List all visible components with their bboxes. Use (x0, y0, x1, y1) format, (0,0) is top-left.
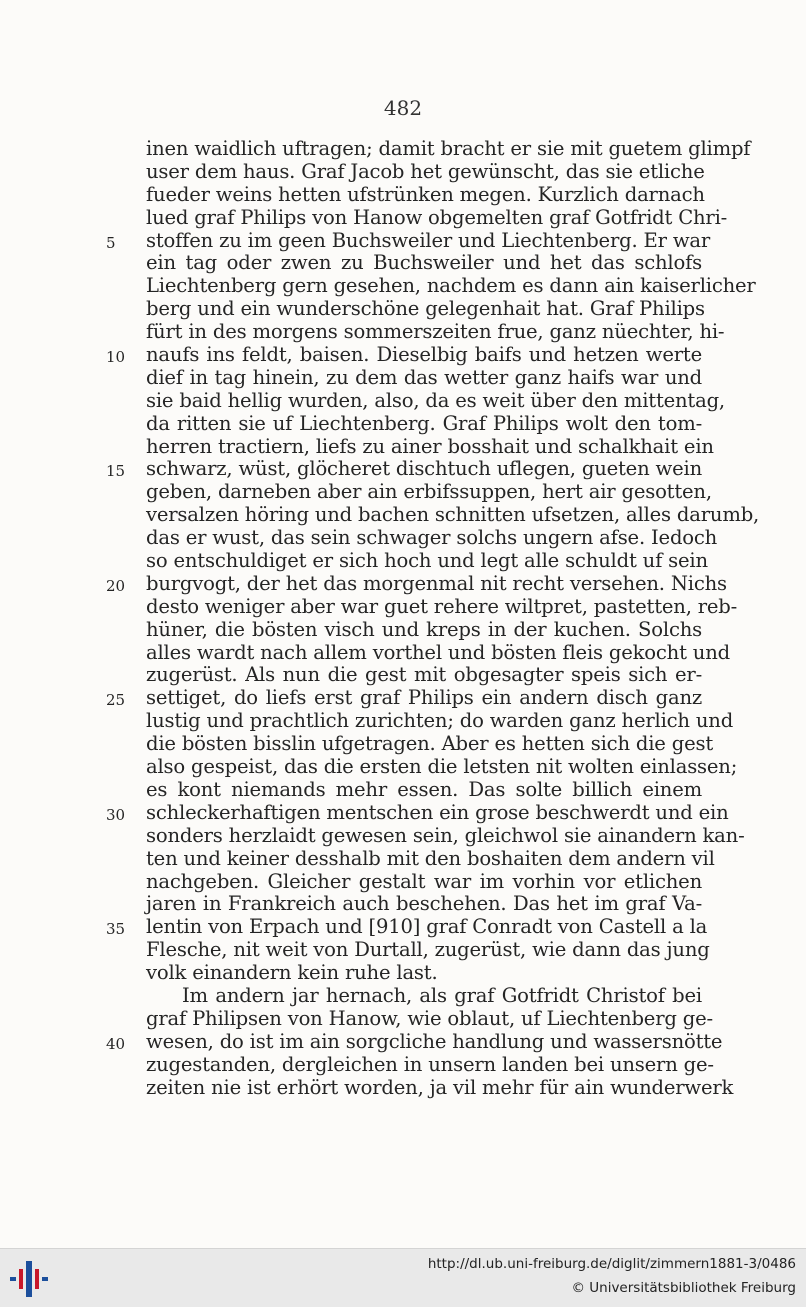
text-line (146, 962, 702, 985)
text-line (106, 686, 702, 710)
line-text: sonders herzlaidt gewesen sein, gleichwol sie ainandern kan- (146, 823, 745, 847)
line-text: Flesche, nit weit von Durtall, zugerüst, wie dann das jung (146, 938, 710, 962)
text-line (146, 664, 702, 687)
line-text: hüner, die bösten visch und kreps in der kuchen. Solchs (146, 617, 702, 641)
line-text: die bösten bisslin ufgetragen. Aber es hetten sich die gest (146, 732, 714, 756)
line-text: burgvogt, der het das morgenmal nit recht versehen. Nichs (146, 571, 727, 595)
line-text: desto weniger aber war guet rehere wiltpret, pastetten, reb- (146, 594, 738, 618)
text-line (106, 1029, 723, 1054)
line-text: lustig und prachtlich zurichten; do warden ganz herlich und (146, 709, 734, 733)
line-text: Im andern jar hernach, als graf Gotfridt Christof bei (182, 983, 702, 1007)
line-text: naufs ins feldt, baisen. Dieselbig baifs und hetzen werte (146, 343, 702, 367)
line-text: berg und ein wunderschöne gelegenhait hat. Graf Philips (146, 297, 705, 321)
line-text: dief in tag hinein, zu dem das wetter ganz haifs war und (146, 365, 702, 389)
text-line (146, 205, 728, 230)
text-line (146, 594, 738, 619)
line-text: fürt in des morgens sommerszeiten frue, ganz nüechter, hi- (146, 320, 725, 344)
line-text: wesen, do ist im ain sorgcliche handlung und wassersnötte (146, 1029, 723, 1053)
text-line (146, 1075, 734, 1100)
line-text: nachgeben. Gleicher gestalt war im vorhin vor etlichen (146, 869, 702, 893)
text-line (146, 1052, 714, 1077)
line-text: zeiten nie ist erhört worden, ja vil mehr für ain wunderwerk (146, 1075, 734, 1099)
line-text: sie baid hellig wurden, also, da es weit über den mittentag, (146, 388, 725, 412)
text-line (146, 732, 714, 756)
line-text: zugestanden, dergleichen in unsern landen bei unsern ge- (146, 1052, 714, 1076)
line-text: herren tractiern, liefs zu ainer bosshait und schalkhait ein (146, 434, 714, 458)
permalink-url[interactable]: http://dl.ub.uni-freiburg.de/diglit/zimmern1881-3/0486 (427, 1256, 796, 1272)
line-text: das er wust, das sein schwager solchs ungern afse. Iedoch (146, 526, 718, 550)
line-text: Liechtenberg gern gesehen, nachdem es dann ain kaiserlicher (146, 274, 756, 298)
line-text: volk einandern kein ruhe last. (146, 961, 438, 985)
text-line (146, 413, 702, 436)
line-number: 15 (106, 462, 126, 481)
line-text: graf Philipsen von Hanow, wie oblaut, uf Liechtenberg ge- (146, 1006, 713, 1030)
text-line (146, 159, 705, 184)
text-line (146, 182, 705, 207)
line-text: es kont niemands mehr essen. Das solte billich einem (146, 777, 702, 801)
line-number: 5 (106, 233, 116, 252)
line-text: lued graf Philips von Hanow obgemelten graf Gotfridt Chri- (146, 205, 728, 229)
text-line (146, 755, 738, 779)
text-line (146, 846, 715, 871)
copyright-text: © Universitätsbibliothek Freiburg (571, 1280, 796, 1296)
text-line (146, 252, 702, 275)
text-line (146, 640, 730, 665)
text-line (146, 871, 702, 894)
line-text: so entschuldiget er sich hoch und legt alle schuldt uf sein (146, 549, 708, 573)
line-text: fueder weins hetten ufstrünken megen. Kurzlich darnach (146, 182, 705, 206)
text-line (146, 938, 710, 962)
text-line (146, 779, 702, 802)
text-line (146, 709, 734, 733)
text-line (146, 549, 708, 573)
viewer-footer (0, 1248, 806, 1307)
ub-freiburg-logo-icon[interactable] (10, 1261, 54, 1297)
text-line (106, 571, 727, 596)
text-line (146, 526, 718, 550)
text-line (146, 1006, 713, 1031)
text-line (146, 619, 702, 642)
line-text: ein tag oder zwen zu Buchsweiler und het das schlofs (146, 251, 702, 275)
text-block (106, 137, 760, 1099)
line-number: 40 (106, 1034, 126, 1053)
line-text: inen waidlich uftragen; damit bracht er sie mit guetem glimpf (146, 137, 751, 160)
text-line (106, 800, 729, 825)
line-text: also gespeist, das die ersten die letsten nit wolten einlassen; (146, 755, 738, 779)
line-number: 35 (106, 920, 126, 939)
text-line (106, 915, 708, 939)
line-text: geben, darneben aber ain erbifssuppen, hert air gesotten, (146, 480, 712, 504)
text-line (146, 367, 702, 390)
line-text: versalzen höring und bachen schnitten ufsetzen, alles darumb, (146, 503, 760, 527)
line-text: ten und keiner desshalb mit den boshaiten dem andern vil (146, 846, 715, 870)
line-text: da ritten sie uf Liechtenberg. Graf Philips wolt den tom- (146, 411, 702, 435)
text-line (146, 480, 712, 504)
page-number: 482 (383, 96, 423, 120)
text-line (146, 274, 756, 298)
line-text: user dem haus. Graf Jacob het gewünscht, das sie etliche (146, 159, 705, 183)
line-text: zugerüst. Als nun die gest mit obgesagter speis sich er- (146, 663, 702, 687)
line-number: 30 (106, 805, 126, 824)
text-line (146, 297, 705, 321)
text-line (106, 228, 711, 253)
text-line (146, 503, 760, 527)
line-text: lentin von Erpach und [910] graf Conradt von Castell a la (146, 915, 708, 939)
text-line (146, 137, 751, 161)
line-text: jaren in Frankreich auch beschehen. Das het im graf Va- (146, 892, 702, 916)
text-line (146, 434, 714, 459)
line-text: alles wardt nach allem vorthel und bösten fleis gekocht und (146, 640, 730, 664)
text-line (146, 985, 702, 1008)
text-line (106, 343, 702, 367)
text-line (146, 388, 725, 413)
line-text: stoffen zu im geen Buchsweiler und Liechtenberg. Er war (146, 228, 711, 252)
line-text: schleckerhaftigen mentschen ein grose beschwerdt und ein (146, 800, 729, 824)
line-number: 10 (106, 348, 126, 367)
text-line (146, 823, 745, 848)
line-text: settiget, do liefs erst graf Philips ein andern disch ganz (146, 686, 702, 710)
line-number: 20 (106, 576, 126, 595)
text-line (146, 893, 702, 916)
text-line (106, 457, 702, 481)
text-line (146, 320, 725, 344)
line-text: schwarz, wüst, glöcheret dischtuch uflegen, gueten wein (146, 457, 702, 481)
line-number: 25 (106, 691, 126, 710)
